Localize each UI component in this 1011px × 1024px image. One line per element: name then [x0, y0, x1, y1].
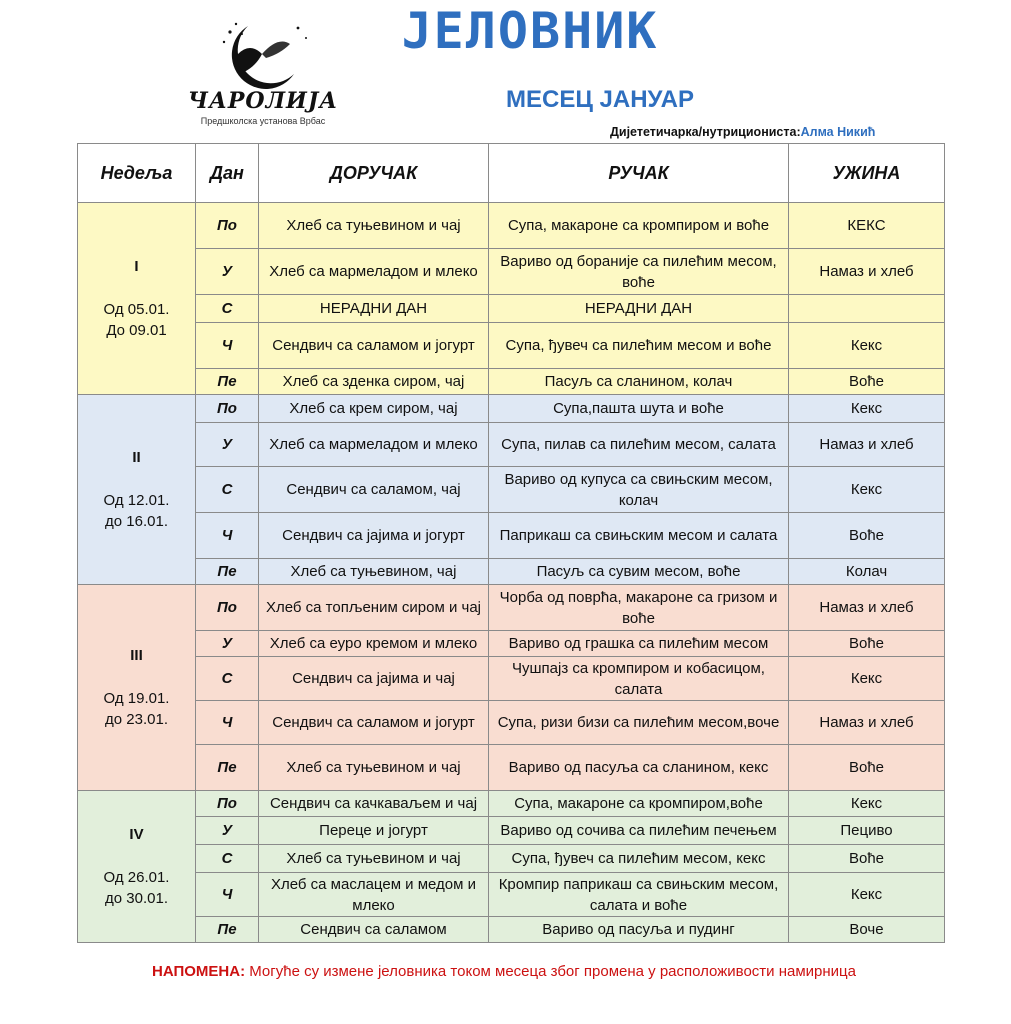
week-range-end: До 09.01	[106, 322, 167, 339]
breakfast-cell: Хлеб са мармеладом и млеко	[259, 423, 489, 467]
header-day: Дан	[196, 144, 259, 203]
lunch-cell: НЕРАДНИ ДАН	[489, 295, 789, 323]
nutritionist-name: Алма Никић	[800, 125, 876, 139]
week-range-start: Од 12.01.	[103, 492, 170, 509]
day-cell: Ч	[196, 701, 259, 745]
table-row	[78, 467, 945, 513]
table-row	[78, 249, 945, 295]
note	[152, 960, 912, 984]
day-cell: По	[196, 395, 259, 423]
note-text: Могуће су измене јеловника током месеца због промена у расположивости намирница	[245, 963, 856, 980]
snack-cell: Кекс	[789, 395, 945, 423]
snack-cell: Пециво	[789, 817, 945, 845]
week-cell	[78, 395, 196, 585]
day-cell: С	[196, 295, 259, 323]
snack-cell: Воће	[789, 513, 945, 559]
breakfast-cell: Хлеб са туњевином и чај	[259, 745, 489, 791]
day-cell: По	[196, 203, 259, 249]
snack-cell	[789, 295, 945, 323]
day-cell: С	[196, 467, 259, 513]
week-range-start: Од 26.01.	[103, 869, 170, 886]
table-row	[78, 295, 945, 323]
logo-name: ЧАРОЛИЈА	[187, 88, 339, 114]
snack-cell: Кекс	[789, 323, 945, 369]
breakfast-cell: Сендвич са саламом, чај	[259, 467, 489, 513]
logo-subtitle: Предшколска установа Врбас	[200, 116, 326, 126]
breakfast-cell: Сендвич са саламом	[259, 917, 489, 943]
table-row	[78, 873, 945, 917]
week-range-start: Од 19.01.	[103, 690, 170, 707]
lunch-cell: Вариво од грашка са пилећим месом	[489, 631, 789, 657]
week-range-end: до 16.01.	[105, 513, 168, 530]
table-row	[78, 323, 945, 369]
breakfast-cell: Сендвич са качкаваљем и чај	[259, 791, 489, 817]
lunch-cell: Супа, макароне са кромпиром,воће	[489, 791, 789, 817]
menu-body	[78, 203, 945, 943]
header-lunch: РУЧАК	[489, 144, 789, 203]
breakfast-cell: Переце и јогурт	[259, 817, 489, 845]
table-row	[78, 701, 945, 745]
lunch-cell: Вариво од купуса са свињским месом, колач	[489, 467, 789, 513]
table-row	[78, 631, 945, 657]
breakfast-cell: НЕРАДНИ ДАН	[259, 295, 489, 323]
breakfast-cell: Хлеб са мармеладом и млеко	[259, 249, 489, 295]
lunch-cell: Супа, ђувеч са пилећим месом, кекс	[489, 845, 789, 873]
snack-cell: Намаз и хлеб	[789, 249, 945, 295]
header-week: Недеља	[78, 144, 196, 203]
snack-cell: Воче	[789, 917, 945, 943]
week-cell	[78, 585, 196, 791]
table-row	[78, 203, 945, 249]
day-cell: Пе	[196, 745, 259, 791]
lunch-cell: Вариво од сочива са пилећим печењем	[489, 817, 789, 845]
day-cell: У	[196, 423, 259, 467]
snack-cell: Кекс	[789, 657, 945, 701]
table-header-row	[78, 144, 945, 203]
lunch-cell: Супа, ризи бизи са пилећим месом,воче	[489, 701, 789, 745]
table-row	[78, 559, 945, 585]
snack-cell: Колач	[789, 559, 945, 585]
lunch-cell: Чушпајз са кромпиром и кобасицом, салата	[489, 657, 789, 701]
day-cell: Ч	[196, 513, 259, 559]
logo-fairy-icon	[178, 14, 348, 94]
lunch-cell: Кромпир паприкаш са свињским месом, салата и воће	[489, 873, 789, 917]
table-row	[78, 513, 945, 559]
day-cell: Ч	[196, 873, 259, 917]
month-title: МЕСЕЦ ЈАНУАР	[505, 86, 694, 113]
week-range-start: Од 05.01.	[103, 301, 170, 318]
day-cell: Пе	[196, 369, 259, 395]
breakfast-cell: Сендвич са саламом и јогурт	[259, 701, 489, 745]
snack-cell: Намаз и хлеб	[789, 701, 945, 745]
table-row	[78, 745, 945, 791]
lunch-cell: Супа, пилав са пилећим месом, салата	[489, 423, 789, 467]
menu-table	[77, 143, 945, 943]
lunch-cell: Супа, ђувеч са пилећим месом и воће	[489, 323, 789, 369]
day-cell: Пе	[196, 559, 259, 585]
breakfast-cell: Хлеб са еуро кремом и млеко	[259, 631, 489, 657]
snack-cell: Кекс	[789, 467, 945, 513]
lunch-cell: Паприкаш са свињским месом и салата	[489, 513, 789, 559]
snack-cell: Воће	[789, 745, 945, 791]
page-title: ЈЕЛОВНИК	[401, 2, 659, 60]
table-row	[78, 817, 945, 845]
nutritionist-line	[610, 125, 875, 139]
note-label: НАПОМЕНА:	[152, 963, 246, 980]
breakfast-cell: Хлеб са крем сиром, чај	[259, 395, 489, 423]
week-cell	[78, 791, 196, 943]
week-range-end: до 30.01.	[105, 890, 168, 907]
week-number: III	[130, 647, 143, 664]
lunch-cell: Супа, макароне са кромпиром и воће	[489, 203, 789, 249]
snack-cell: Кекс	[789, 791, 945, 817]
table-row	[78, 423, 945, 467]
table-row	[78, 585, 945, 631]
day-cell: У	[196, 631, 259, 657]
table-row	[78, 395, 945, 423]
logo	[178, 14, 348, 134]
lunch-cell: Вариво од боранијe са пилећим месом, воће	[489, 249, 789, 295]
week-cell	[78, 203, 196, 395]
snack-cell: Кекс	[789, 873, 945, 917]
breakfast-cell: Хлеб са зденка сиром, чај	[259, 369, 489, 395]
snack-cell: Намаз и хлеб	[789, 423, 945, 467]
snack-cell: Воће	[789, 845, 945, 873]
header-breakfast: ДОРУЧАК	[259, 144, 489, 203]
lunch-cell: Супа,пашта шута и воће	[489, 395, 789, 423]
week-number: I	[134, 258, 139, 275]
lunch-cell: Вариво од пасуља и пудинг	[489, 917, 789, 943]
breakfast-cell: Хлеб са туњевином, чај	[259, 559, 489, 585]
snack-cell: Воће	[789, 631, 945, 657]
snack-cell: Намаз и хлеб	[789, 585, 945, 631]
nutritionist-label: Дијететичарка/нутрициониста:	[610, 125, 801, 139]
lunch-cell: Чорба од поврћа, макароне са гризом и воће	[489, 585, 789, 631]
table-row	[78, 917, 945, 943]
table-row	[78, 845, 945, 873]
breakfast-cell: Сендвич са јајима и чај	[259, 657, 489, 701]
breakfast-cell: Хлеб са туњевином и чај	[259, 203, 489, 249]
table-row	[78, 657, 945, 701]
week-range-end: до 23.01.	[105, 711, 168, 728]
breakfast-cell: Сендвич са јајима и јогурт	[259, 513, 489, 559]
table-row	[78, 369, 945, 395]
breakfast-cell: Хлеб са туњевином и чај	[259, 845, 489, 873]
day-cell: По	[196, 791, 259, 817]
day-cell: Пе	[196, 917, 259, 943]
header-snack: УЖИНА	[789, 144, 945, 203]
snack-cell: Воће	[789, 369, 945, 395]
day-cell: С	[196, 657, 259, 701]
day-cell: С	[196, 845, 259, 873]
lunch-cell: Пасуљ са сланином, колач	[489, 369, 789, 395]
week-number: II	[132, 449, 141, 466]
day-cell: У	[196, 817, 259, 845]
lunch-cell: Пасуљ са сувим месом, воће	[489, 559, 789, 585]
breakfast-cell: Хлеб са топљеним сиром и чај	[259, 585, 489, 631]
table-row	[78, 791, 945, 817]
snack-cell: КЕКС	[789, 203, 945, 249]
lunch-cell: Вариво од пасуља са сланином, кекс	[489, 745, 789, 791]
breakfast-cell: Сендвич са саламом и јогурт	[259, 323, 489, 369]
day-cell: У	[196, 249, 259, 295]
day-cell: По	[196, 585, 259, 631]
week-number: IV	[129, 826, 144, 843]
breakfast-cell: Хлеб са маслацем и медом и млеко	[259, 873, 489, 917]
day-cell: Ч	[196, 323, 259, 369]
